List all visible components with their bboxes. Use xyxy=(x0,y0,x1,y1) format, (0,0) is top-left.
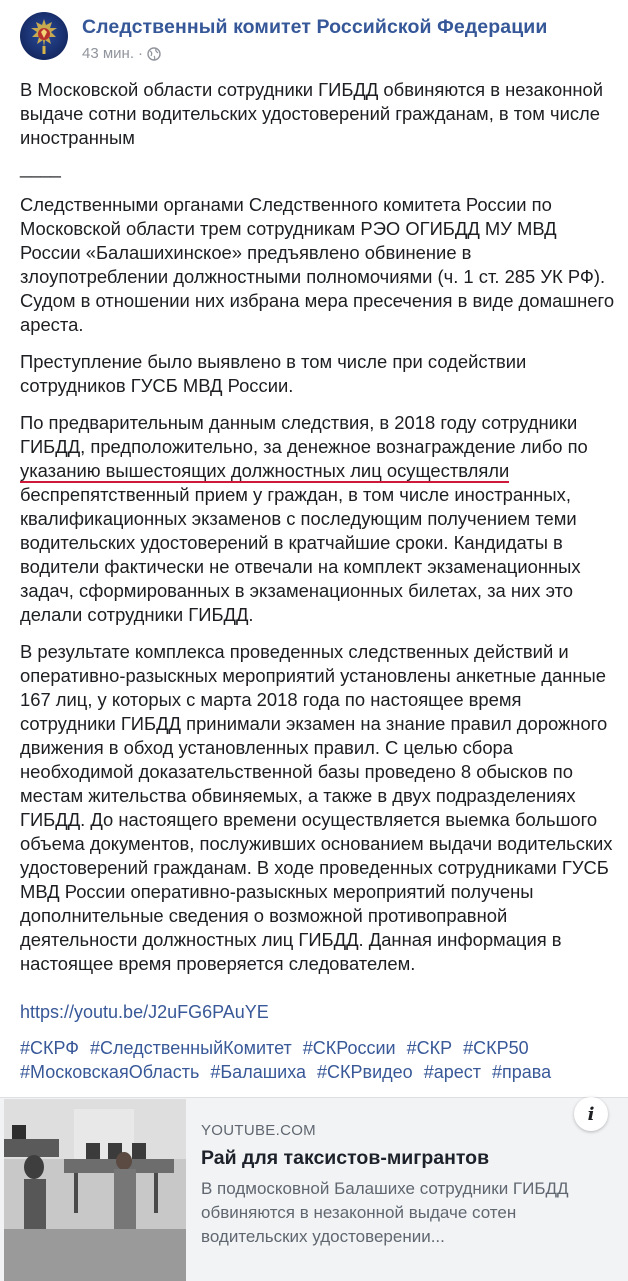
card-domain: YOUTUBE.COM xyxy=(201,1122,316,1139)
post-header xyxy=(20,12,620,68)
paragraph-2: Преступление было выявлено в том числе при содействии сотрудников ГУСБ МВД России. xyxy=(20,351,527,396)
hashtag[interactable]: #СКРвидео xyxy=(317,1062,413,1082)
page-name-link[interactable]: Следственный комитет Российской Федерации xyxy=(82,16,548,38)
card-description: В подмосковной Балашихе сотрудники ГИБДД обвиняются в незаконной выдаче сотен водительских удостоверении... xyxy=(201,1179,569,1246)
video-thumbnail[interactable] xyxy=(4,1099,186,1281)
card-title[interactable]: Рай для таксистов-мигрантов xyxy=(201,1147,490,1169)
post-lead: В Московской области сотрудники ГИБДД обвиняются в незаконной выдаче сотни водительских удостоверений гражданам, в том числе иностранным xyxy=(20,79,604,148)
meta-dot: · xyxy=(138,45,143,62)
paragraph-1: Следственными органами Следственного комитета России по Московской области трем сотрудникам РЭО ОГИБДД МУ МВД России «Балашихинское» предъявлено обвинение в злоупотреблении должностными полномочиями (ч. 1 ст. 285 УК РФ). Судом в отношении них избрана мера пресечения в виде домашнего ареста. xyxy=(20,194,615,335)
post-body xyxy=(20,78,616,989)
hashtag[interactable]: #СледственныйКомитет xyxy=(90,1038,292,1058)
avatar[interactable] xyxy=(20,12,68,60)
info-icon[interactable]: i xyxy=(574,1097,608,1131)
hashtag[interactable]: #СКР xyxy=(406,1038,453,1058)
hashtag[interactable]: #права xyxy=(492,1062,552,1082)
link-preview-card[interactable] xyxy=(0,1097,628,1281)
emblem-icon xyxy=(20,12,68,60)
hashtag[interactable]: #арест xyxy=(423,1062,481,1082)
hashtag[interactable]: #Балашиха xyxy=(210,1062,307,1082)
thumbnail-image xyxy=(4,1099,186,1281)
hashtag[interactable]: #СКР50 xyxy=(463,1038,529,1058)
separator: ____ xyxy=(20,157,61,178)
underlined-text: указанию вышестоящих должностных лиц осуществляли xyxy=(20,460,510,481)
paragraph-3-start: По предварительным данным следствия, в 2018 году сотрудники ГИБДД, предположительно, за денежное вознаграждение либо по xyxy=(20,412,588,457)
globe-icon[interactable] xyxy=(147,47,161,61)
post-meta xyxy=(82,45,161,62)
paragraph-4: В результате комплекса проведенных следственных действий и оперативно-разыскных мероприятий установлены анкетные данные 167 лиц, у которых с марта 2018 года по настоящее время сотрудники ГИБДД принимали экзамен на знание правил дорожного движения в обход установленных правил. С целью сбора необходимой доказательственной базы проведено 8 обысков по местам жительства обвиняемых, а также в двух подразделениях ГИБДД. До настоящего времени осуществляется выемка большого объема документов, послуживших основанием выдачи водительских удостоверений гражданам. В ходе проведенных сотрудниками ГУСБ МВД России оперативно-разыскных мероприятий получены дополнительные сведения о возможной противоправной деятельности должностных лиц ГИБДД. Данная информация в настоящее время проверяется следователем. xyxy=(20,641,613,974)
youtube-link[interactable]: https://youtu.be/J2uFG6PAuYE xyxy=(20,1002,269,1022)
paragraph-3 xyxy=(20,411,616,627)
hashtag[interactable]: #СКРФ xyxy=(20,1038,79,1058)
post-time[interactable]: 43 мин. xyxy=(82,45,134,62)
hashtag[interactable]: #МосковскаяОбласть xyxy=(20,1062,200,1082)
hashtag[interactable]: #СКРоссии xyxy=(302,1038,396,1058)
hashtags xyxy=(20,1036,620,1084)
paragraph-3-end: беспрепятственный прием у граждан, в том числе иностранных, квалификационных экзаменов с последующим получением теми водительских удостоверений в кратчайшие сроки. Кандидаты в водители фактически не отвечали на комплект экзаменационных задач, сформированных в экзаменационных билетах, за них это делали сотрудники ГИБДД. xyxy=(20,484,581,625)
